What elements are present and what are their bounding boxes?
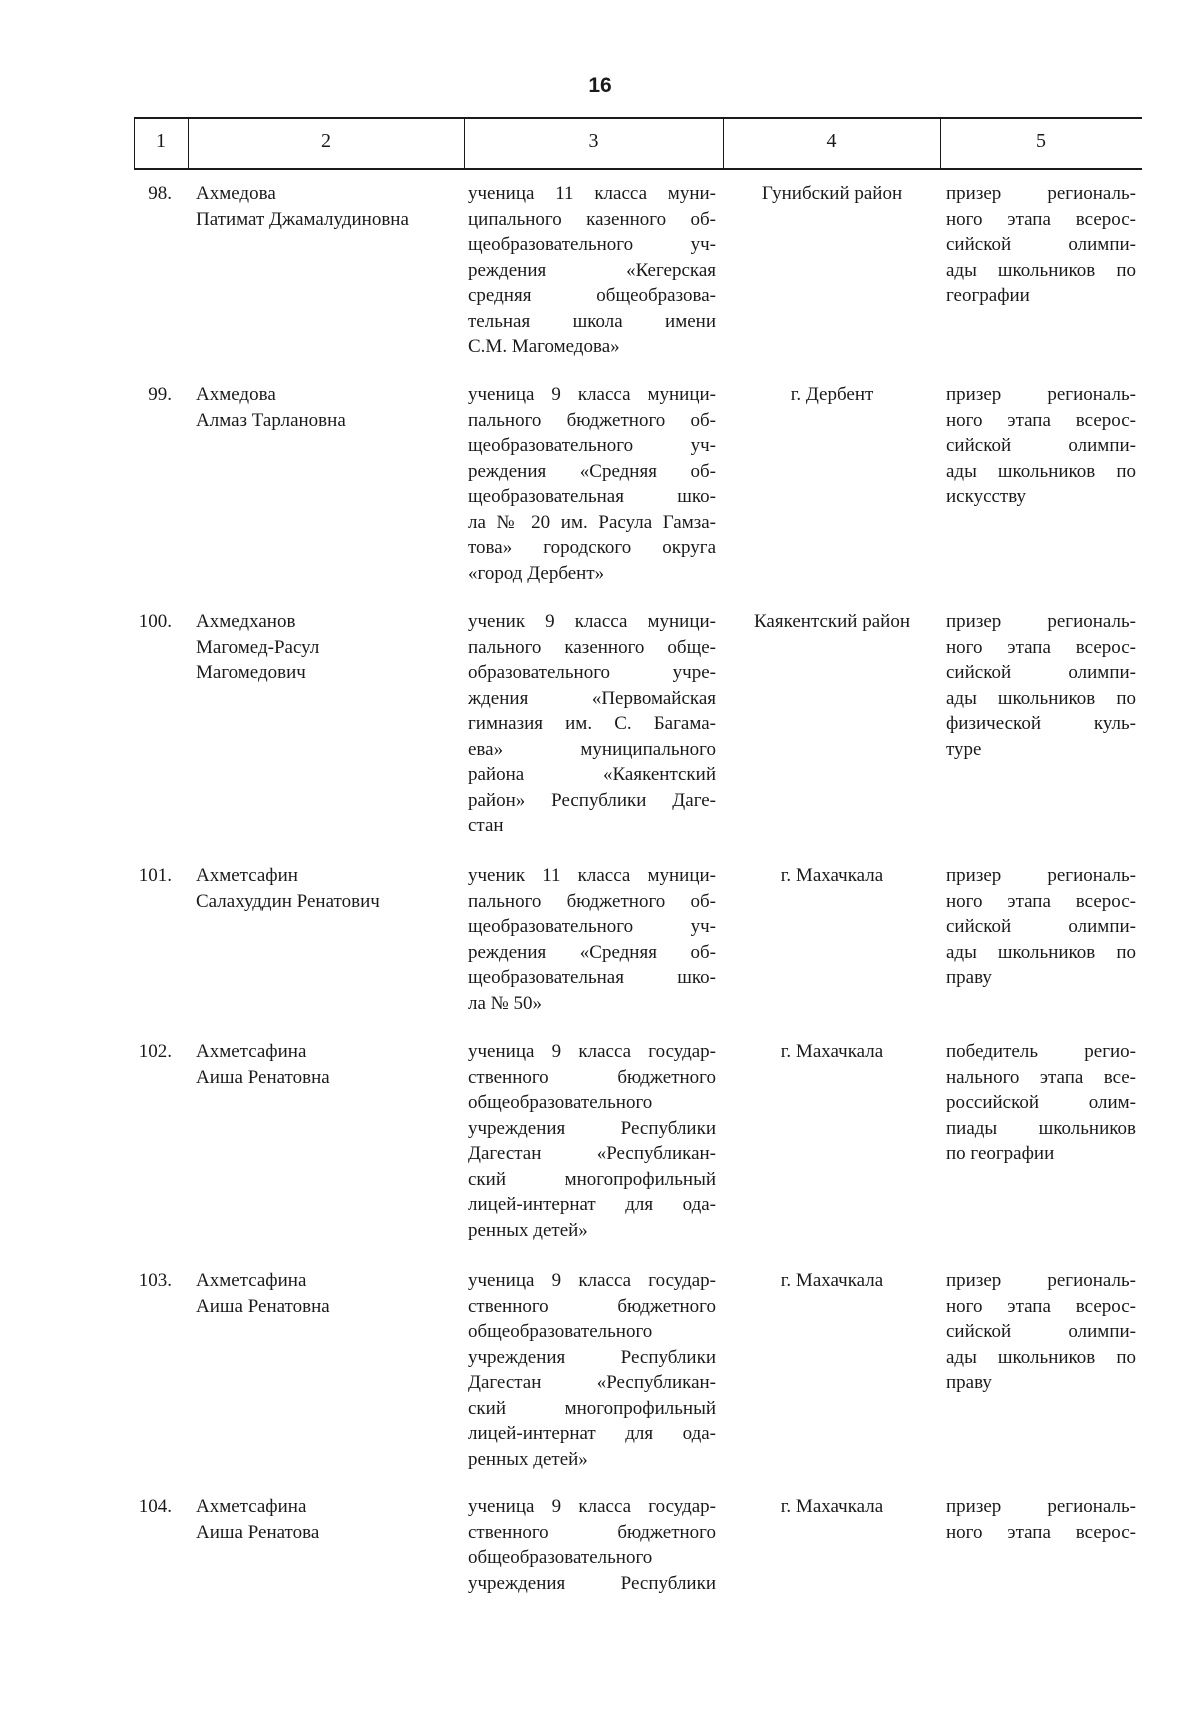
institution: ученица 9 класса государ- ственного бюджетного общеобразовательного учреждения Республики Дагестан «Республикан- ский многопрофильный лицей-интернат для ода- ренных детей» [468,1041,716,1241]
institution: ученица 9 класса государ- ственного бюджетного общеобразовательного учреждения Республики Дагестан «Республикан- ский многопрофильный лицей-интернат для ода- ренных детей» [468,1270,716,1470]
result: призер региональ- ного этапа всерос- сийской олимпи- ады школьников по физической куль- туре [946,611,1136,760]
header-col-5: 5 [1036,130,1046,152]
result: призер региональ- ного этапа всерос- [946,1496,1136,1543]
table-top-border [134,117,1142,119]
header-col-3: 3 [588,130,599,152]
location: г. Дербент [790,384,874,405]
row-number: 100. [138,611,172,632]
result: призер региональ- ного этапа всерос- сийской олимпи- ады школьников по искусству [946,384,1136,507]
row-number: 98. [148,183,172,204]
result: призер региональ- ного этапа всерос- сийской олимпи- ады школьников по географии [946,183,1136,306]
institution: ученица 9 класса муници- пального бюджетного об- щеобразовательного уч- реждения «Средняя об- щеобразовательная шко- ла № 20 им. Расула Гамза- това» городского округа «город Дербент» [468,384,716,584]
participant-name: Ахметсафина Аиша Ренатова [196,1496,320,1543]
result: призер региональ- ного этапа всерос- сийской олимпи- ады школьников по праву [946,1270,1136,1393]
row-number: 103. [138,1270,172,1291]
institution: ученица 11 класса муни- ципального казенного об- щеобразовательного уч- реждения «Кегерская средняя общеобразова- тельная школа имени С.М. Магомедова» [468,183,716,357]
location: г. Махачкала [780,1041,884,1062]
institution: ученица 9 класса государ- ственного бюджетного общеобразовательного учреждения Республики [468,1496,716,1594]
institution: ученик 9 класса муници- пального казенного обще- образовательного учре- ждения «Первомайская гимназия им. С. Багама- ева» муниципального района «Каякентский район» Республики Даге- стан [468,611,716,836]
result: призер региональ- ного этапа всерос- сийской олимпи- ады школьников по праву [946,865,1136,988]
row-number: 102. [138,1041,172,1062]
location: г. Махачкала [780,865,884,886]
participant-name: Ахмедова Патимат Джамалудиновна [196,183,409,230]
location: г. Махачкала [780,1270,884,1291]
location: Каякентский район [753,611,910,632]
row-number: 99. [148,384,172,405]
participant-name: Ахмедханов Магомед-Расул Магомедович [196,611,320,683]
result: победитель регио- нального этапа все- российской олим- пиады школьников по географии [946,1041,1136,1164]
location: г. Махачкала [780,1496,884,1517]
institution: ученик 11 класса муници- пального бюджетного об- щеобразовательного уч- реждения «Средняя об- щеобразовательная шко- ла № 50» [468,865,716,1014]
participant-name: Ахмедова Алмаз Тарлановна [196,384,346,431]
header-col-1: 1 [156,130,166,152]
page-number: 16 [588,74,612,97]
row-number: 101. [138,865,172,886]
row-number: 104. [138,1496,172,1517]
participant-name: Ахметсафина Аиша Ренатовна [196,1041,330,1088]
table-header-bottom-border [134,168,1142,170]
location: Гунибский район [761,183,903,204]
participant-name: Ахметсафин Салахуддин Ренатович [196,865,380,912]
header-col-2: 2 [321,130,331,152]
participant-name: Ахметсафина Аиша Ренатовна [196,1270,330,1317]
header-col-4: 4 [826,130,837,152]
